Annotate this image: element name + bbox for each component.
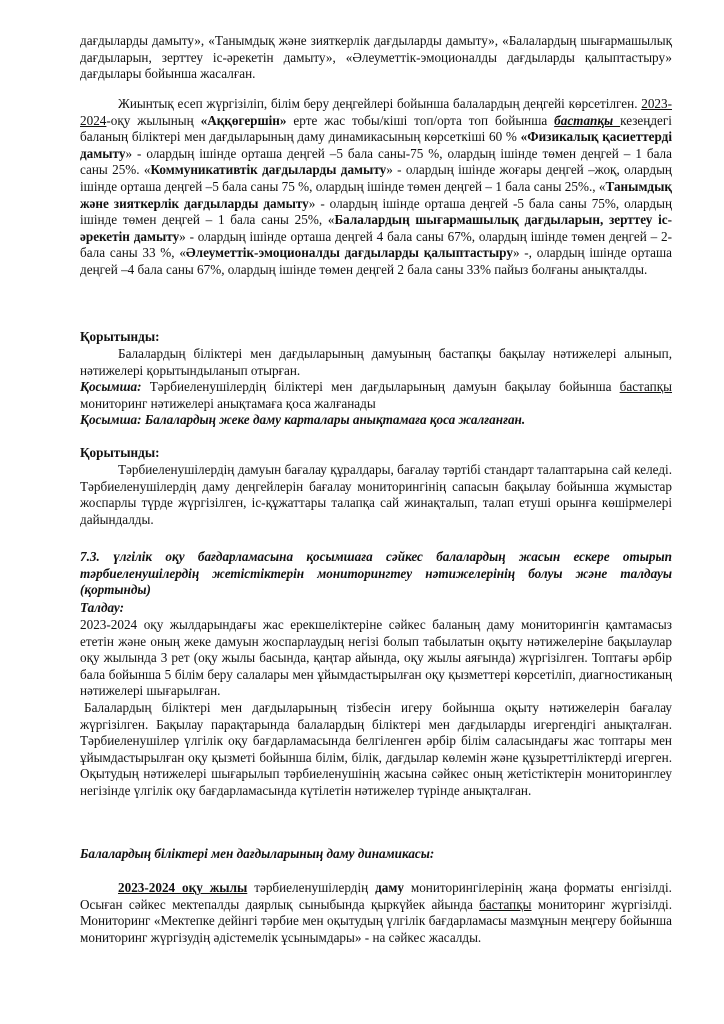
text-run-initial: бастапқы: [479, 896, 532, 912]
conclusion-heading-2: Қорытынды:: [80, 445, 160, 460]
conclusion-text-1: Балалардың біліктері мен дағдыларының дамуының бастапқы бақылау нәтижелері алынып, нәтижелері қорытындыланып отырған.: [80, 346, 672, 378]
area-creative: Балалардың шығармашылық дағдыларын, зерттеу іс-әрекетін дамыту: [80, 212, 672, 244]
attachment-label: Қосымша:: [80, 379, 142, 394]
analysis-paragraph-1: 2023-2024 оқу жылдарындағы жас ерекшеліктеріне сәйкес баланың даму мониторингін қамтамасыз ететін және оның жеке дамуын жоспарлаудың негізі болып табылатын оқыту нәтижелеріне бақылаулар оқу жылында 3 рет (оқу жылы басында, қаңтар айында, оқу жылы аяғында) жүргізілген. Топтағы әрбір бала бойынша 5 білім беру салалары мен ұйымдастырылған оқу қызметтері көрсетіліп, диагностиканың нәтижелері шығарылған.: [80, 617, 672, 699]
text-run: » - олардың ішінде жоғары деңгей –жоқ, олардың ішінде орташа деңгей –5 бала саны 75 %, олардың ішінде төмен деңгей – 1 бала саны 25%., «: [80, 162, 672, 194]
conclusion-text-2: Тәрбиеленушілердің дамуын бағалау құралдары, бағалау тәртібі стандарт талаптарына сай келеді. Тәрбиеленушілердің даму деңгейлерін бағалау мониторингінің сапасын бақылау бойынша жұмыстар жоспарлы түрде жүргізілген, іс-құжаттары талапқа сай жинақталып, талап етуші орынға көшірмелері дайындалды.: [80, 462, 672, 527]
analysis-heading: Талдау:: [80, 600, 124, 615]
conclusion-heading-1: Қорытынды:: [80, 329, 160, 344]
area-cognitive: Танымдық және зияткерлік дағдыларды дамыту: [80, 178, 672, 211]
section-7-3-title: 7.3. үлгілік оқу бағдарламасына қосымшаға сәйкес балалардың жасын ескере отырып тәрбиеленушілердің жетістіктерін мониторингтеу нәтижелерінің болуы және талдауы (қортынды): [80, 549, 672, 598]
analysis-paragraph-2: Балалардың біліктері мен дағдыларының тізбесін игеру бойынша оқыту нәтижелерін бағалау жүргізілген. Бақылау парақтарында балалардың біліктері мен дағдыларды игергендігі анықталған. Тәрбиеленушілер үлгілік оқу бағдарламасында белгіленген әрбір білім саласындағы жас топтары мен ұйымдастырылған оқу қызметі бойынша білім, білік, дағдылар көлемін және құзыреттіліктерді игерген. Оқытудың нәтижелері шығарылып тәрбиеленушінің жасына сәйкес оның жетістіктерін мониторинглеу негізінде үлгілік оқу бағдарламасында күтілетін нәтижелер түрінде анықталған.: [80, 700, 672, 798]
area-communicative: Коммуникативтік дағдыларды дамыту: [150, 162, 387, 178]
text-run: » - олардың ішінде орташа деңгей 4 бала саны 67%, олардың ішінде төмен деңгей – 2- бала саны 33 %, «: [80, 228, 672, 261]
text-run-initial: бастапқы: [619, 379, 672, 394]
text-run: мониторинг нәтижелері анықтамаға қоса жалғанады: [80, 395, 376, 411]
text-run: » - олардың ішінде орташа деңгей –5 бала саны-75 %, олардың ішінде төмен деңгей – 1 бала саны 25%. «: [80, 145, 672, 178]
dynamics-paragraph: [80, 880, 672, 946]
text-run: тәрбиеленушілердің: [247, 880, 376, 895]
text-run: мониторинг жүргізілді. Мониторинг «Мектепке дейінгі тәрбие мен оқытудың үлгілік бағдарламасы мазмұнын меңгеру бойынша мониторинг жүргізудің әдістемелік ұсынымдары» - на сәйкес жасалды.: [80, 896, 672, 945]
text-run: Жиынтық есеп жүргізіліп, білім беру деңгейлері бойынша балалардың деңгейі көрсетілген.: [118, 96, 642, 111]
area-social-emotional: Әлеуметтік-эмоционалды дағдыларды қалыптастыру: [185, 245, 513, 261]
text-run-year: 2023-2024 оқу жылы: [118, 880, 248, 895]
text-run-initial: бастапқы: [554, 112, 621, 128]
text-run-year: 2023-2024: [80, 96, 672, 128]
paragraph-summary-report: [80, 96, 672, 279]
attachment-note-1: [80, 379, 672, 412]
text-run: ерте жас тобы/кіші топ/орта топ бойынша: [286, 112, 555, 128]
text-run: Тәрбиеленушілердің біліктері мен дағдыларының дамуын бақылау бойынша: [141, 379, 620, 394]
dynamics-heading: Балалардың біліктері мен дағдыларының даму динамикасы:: [80, 846, 435, 861]
text-run: кезеңдегі баланың біліктері мен дағдыларының даму динамикасының көрсеткіші 60 %: [80, 112, 672, 145]
text-run: » -, олардың ішінде орташа деңгей –4 бала саны 67%, олардың ішінде төмен деңгей 2 бала саны 33% пайыз болғаны анықталды.: [80, 245, 672, 277]
text-run: -оқу жылының: [106, 112, 201, 128]
paragraph-skills-continuation: [80, 33, 672, 83]
text-run: » - олардың ішінде орташа деңгей -5 бала саны 75%, олардың ішінде төмен деңгей – 1 бала саны 25%, «: [80, 195, 673, 228]
text-run-bold: даму: [375, 880, 404, 895]
area-physical: «Физикалық қасиеттерді дамыту: [80, 129, 673, 161]
paragraph-text: дағдыларды дамыту», «Танымдық және зияткерлік дағдыларды дамыту», «Балалардың шығармашылық дағдыларын, зерттеу іс-әрекетін дамыту», «Әлеуметтік-эмоционалды дағдыларды қалыптастыру» дағдылары бойынша жасалған.: [80, 33, 672, 82]
attachment-note-2: Қосымша: Балалардың жеке даму карталары анықтамаға қоса жалғанған.: [80, 412, 526, 427]
text-run: мониторингілерінің жаңа форматы енгізілді. Осыған сәйкес мектепалды даярлық сыныбында қыркүйек айында: [80, 880, 672, 912]
group-name: «Аққөгершін»: [200, 112, 287, 128]
